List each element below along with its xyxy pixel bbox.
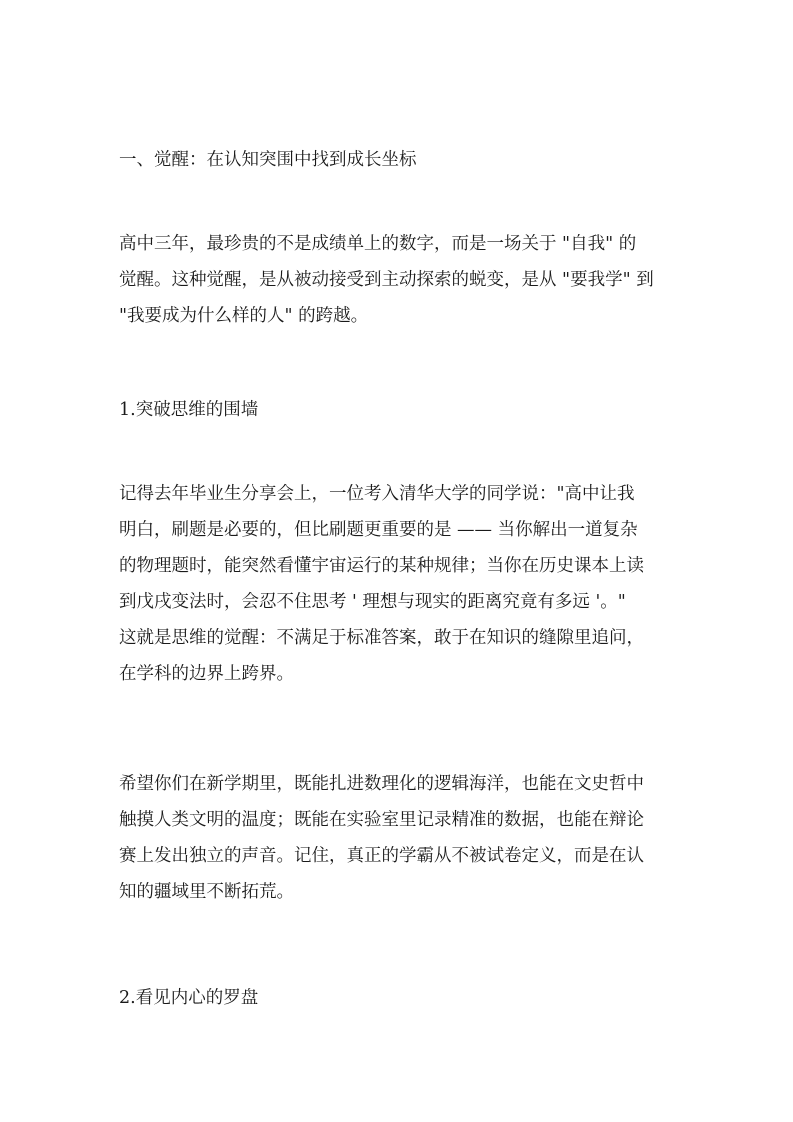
story-paragraph-line: 明白，刷题是必要的，但比刷题更重要的是 —— 当你解出一道复杂 — [119, 520, 638, 540]
subheading-text: 1.突破思维的围墙 — [119, 400, 259, 420]
subheading-text: 2.看见内心的罗盘 — [119, 988, 259, 1008]
story-paragraph-line: 的物理题时，能突然看懂宇宙运行的某种规律；当你在历史课本上读 — [119, 556, 644, 576]
story-paragraph-line: 在学科的边界上跨界。 — [119, 664, 294, 684]
intro-paragraph — [119, 226, 679, 334]
hope-paragraph-line: 触摸人类文明的温度；既能在实验室里记录精准的数据，也能在辩论 — [119, 810, 644, 830]
hope-paragraph-line: 希望你们在新学期里，既能扎进数理化的逻辑海洋，也能在文史哲中 — [119, 774, 644, 794]
intro-paragraph-line: 高中三年，最珍贵的不是成绩单上的数字，而是一场关于 "自我" 的 — [119, 234, 637, 254]
subheading-inner-compass — [119, 980, 679, 1016]
intro-paragraph-line: 觉醒。这种觉醒，是从被动接受到主动探索的蜕变，是从 "要我学" 到 — [119, 270, 654, 290]
hope-paragraph — [119, 766, 679, 910]
section-heading — [119, 142, 679, 178]
story-paragraph — [119, 476, 679, 692]
story-paragraph-line: 这就是思维的觉醒：不满足于标准答案，敢于在知识的缝隙里追问， — [119, 628, 644, 648]
story-paragraph-line: 到戊戌变法时，会忍不住思考 ' 理想与现实的距离究竟有多远 '。" — [119, 592, 626, 612]
hope-paragraph-line: 知的疆域里不断拓荒。 — [119, 882, 294, 902]
subheading-break-thinking — [119, 392, 679, 428]
hope-paragraph-line: 赛上发出独立的声音。记住，真正的学霸从不被试卷定义，而是在认 — [119, 846, 644, 866]
section-heading-text: 一、觉醒：在认知突围中找到成长坐标 — [119, 150, 417, 170]
intro-paragraph-line: "我要成为什么样的人" 的跨越。 — [119, 306, 369, 326]
story-paragraph-line: 记得去年毕业生分享会上，一位考入清华大学的同学说："高中让我 — [119, 484, 635, 504]
